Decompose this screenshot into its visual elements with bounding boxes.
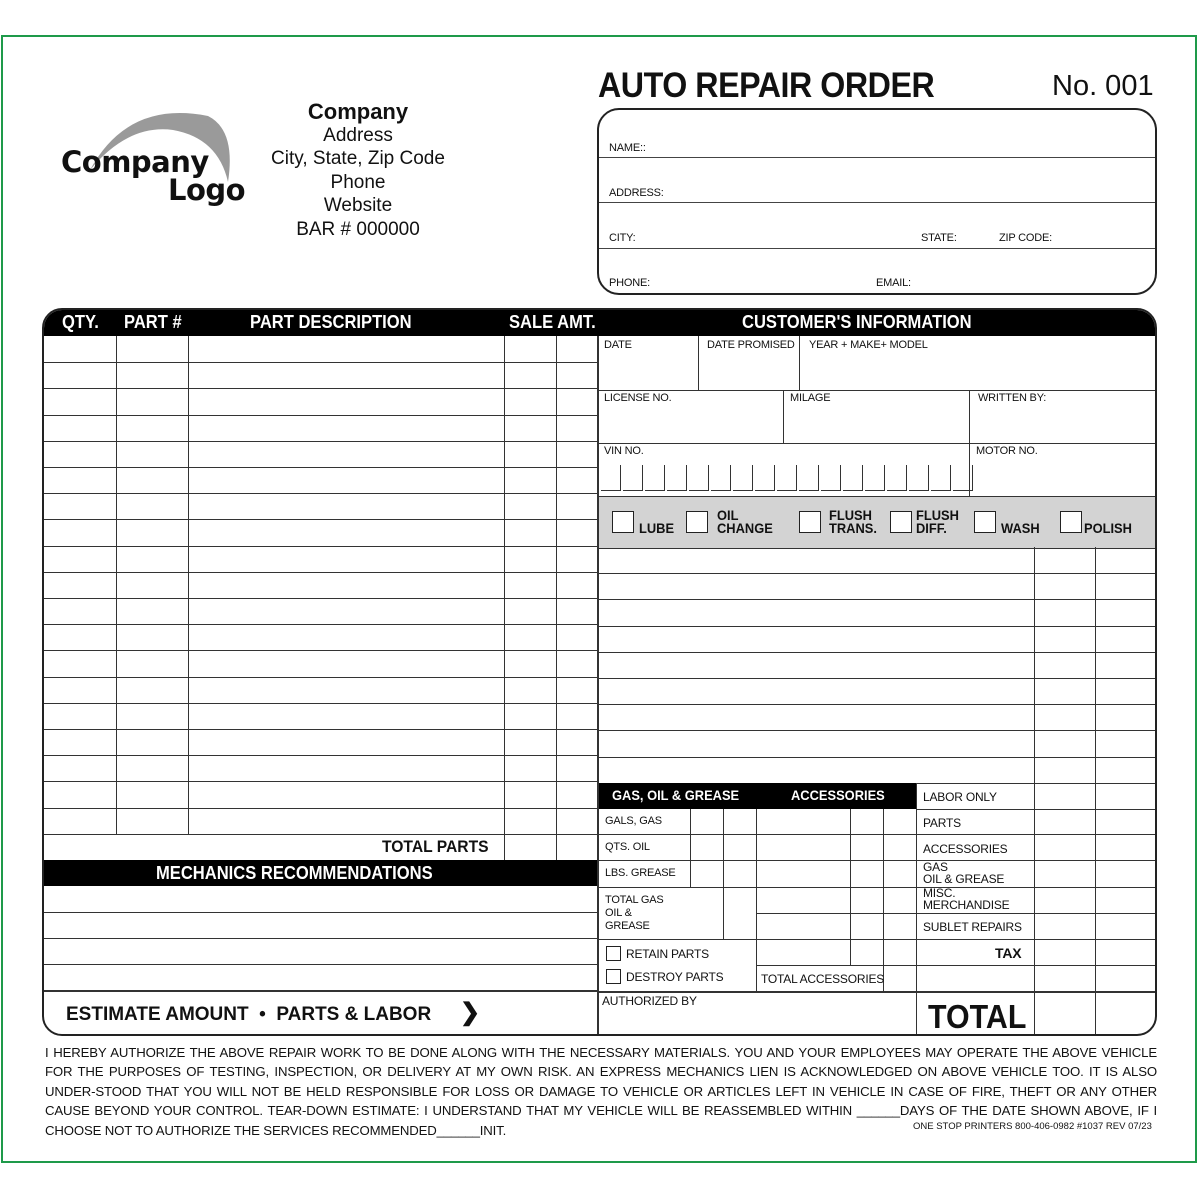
vin-char-box xyxy=(711,465,731,491)
divider xyxy=(698,336,699,390)
flush-trans-label xyxy=(829,509,877,535)
vin-char-box xyxy=(843,465,863,491)
parts-row-line xyxy=(44,415,597,416)
total-gas-label xyxy=(605,894,664,933)
flush-trans-line2: TRANS. xyxy=(829,520,877,536)
main-form xyxy=(42,308,1157,1036)
divider xyxy=(916,913,1157,914)
divider xyxy=(756,860,916,861)
milage-label: MILAGE xyxy=(790,392,831,404)
col-header-part-number: PART # xyxy=(124,312,182,332)
mechanics-line xyxy=(44,990,597,992)
vin-char-box xyxy=(755,465,775,491)
vin-char-box xyxy=(689,465,709,491)
authorization-terms: I HEREBY AUTHORIZE THE ABOVE REPAIR WORK TO BE DONE ALONG WITH THE NECESSARY MATERIALS. YOU AND YOUR EMPLOYEES MAY OPERATE THE ABOVE VEHICLE FOR THE PURPOSES OF TESTING, INSPECTION, OR DELIVERY AT MY OWN RISK. AN EXPRESS MECHANICS LIEN IS ACKNOWLEDGED ON ABOVE VEHICLE TOO. IT IS ALSO UNDER-STOOD THAT YOU WILL NOT BE HELD RESPONSIBLE FOR LOSS OR DAMAGE TO VEHICLE OR ARTICLES LEFT IN VEHICLE IN CASE OF FIRE, THEFT OR ANY OTHER CAUSE BEYOND YOUR CONTROL. TEAR-DOWN ESTIMATE: I UNDERSTAND THAT MY VEHICLE WILL BE REASSEMBLED WITHIN ______DAYS OF THE DATE SHOWN ABOVE, IF I CHOOSE NOT TO AUTHORIZE THE SERVICES RECOMMENDED______INIT. xyxy=(45,1045,1157,1138)
parts-row-line xyxy=(44,519,597,520)
gas-oil-grease-summary-label xyxy=(923,861,1004,885)
grand-total-label: TOTAL xyxy=(928,998,1027,1035)
labor-row-line xyxy=(599,678,1157,679)
oil-change-label xyxy=(717,509,773,535)
divider xyxy=(756,965,916,966)
divider xyxy=(916,783,917,1036)
mechanics-line[interactable] xyxy=(44,964,597,965)
date-promised-label: DATE PROMISED xyxy=(707,339,795,351)
total-accessories-label: TOTAL ACCESSORIES xyxy=(761,972,885,986)
date-label: DATE xyxy=(604,339,632,351)
mechanics-line[interactable] xyxy=(44,912,597,913)
parts-row-line xyxy=(44,703,597,704)
lube-label: LUBE xyxy=(639,520,675,536)
divider xyxy=(690,809,691,887)
divider xyxy=(756,809,757,991)
divider xyxy=(756,834,916,835)
name-field[interactable] xyxy=(599,157,1155,158)
address-field[interactable] xyxy=(599,202,1155,203)
parts-row-line xyxy=(44,572,597,573)
divider xyxy=(599,887,756,888)
total-gas-line3: GREASE xyxy=(605,920,650,932)
wash-checkbox[interactable] xyxy=(974,511,996,533)
flush-diff-line1: FLUSH xyxy=(916,507,959,523)
misc-line2: MERCHANDISE xyxy=(923,898,1010,912)
parts-row-line xyxy=(44,624,597,625)
lube-checkbox[interactable] xyxy=(612,511,634,533)
company-info xyxy=(258,100,458,241)
vin-char-box xyxy=(909,465,929,491)
retain-parts-checkbox[interactable] xyxy=(606,946,621,961)
parts-row-line xyxy=(44,388,597,389)
license-label: LICENSE NO. xyxy=(604,392,672,404)
parts-row-line xyxy=(44,808,597,809)
oil-change-line2: CHANGE xyxy=(717,520,773,536)
parts-row-line xyxy=(44,755,597,756)
labor-row-line xyxy=(599,652,1157,653)
divider xyxy=(599,939,756,940)
oil-change-line1: OIL xyxy=(717,507,739,523)
divider xyxy=(883,809,884,991)
flush-diff-checkbox[interactable] xyxy=(890,511,912,533)
oil-change-checkbox[interactable] xyxy=(686,511,708,533)
vin-label: VIN NO. xyxy=(604,445,644,457)
gas-summary-line2: OIL & GREASE xyxy=(923,872,1005,886)
parts-row-line xyxy=(44,598,597,599)
divider xyxy=(599,834,756,835)
vin-char-box xyxy=(667,465,687,491)
company-bar-number: BAR # 000000 xyxy=(296,218,420,240)
flush-diff-label xyxy=(916,509,959,535)
company-city-state-zip: City, State, Zip Code xyxy=(271,148,445,169)
gas-summary-line1: GAS xyxy=(923,860,948,874)
customer-info-title: CUSTOMER'S INFORMATION xyxy=(742,312,972,332)
qts-oil-label: QTS. OIL xyxy=(605,841,650,853)
divider xyxy=(916,834,1157,835)
phone-label: PHONE: xyxy=(609,277,650,289)
year-make-model-label: YEAR + MAKE+ MODEL xyxy=(809,339,928,351)
logo-text-line2: Logo xyxy=(168,173,246,207)
divider xyxy=(756,939,916,940)
total-parts-label: TOTAL PARTS xyxy=(382,837,489,856)
form-title: AUTO REPAIR ORDER xyxy=(598,66,935,105)
mechanics-line[interactable] xyxy=(44,938,597,939)
parts-row-line xyxy=(44,729,597,730)
vin-char-box xyxy=(623,465,643,491)
address-label: ADDRESS: xyxy=(609,187,664,199)
divider xyxy=(799,336,800,390)
parts-col-divider xyxy=(116,336,117,834)
vin-char-box xyxy=(799,465,819,491)
state-label: STATE: xyxy=(921,232,957,244)
destroy-parts-label: DESTROY PARTS xyxy=(626,970,724,984)
vin-char-box xyxy=(953,465,973,491)
labor-row-line xyxy=(599,757,1157,758)
gals-gas-label: GALS, GAS xyxy=(605,815,662,827)
labor-row-line xyxy=(599,704,1157,705)
labor-only-label: LABOR ONLY xyxy=(923,790,997,804)
city-label: CITY: xyxy=(609,232,636,244)
divider xyxy=(756,913,916,914)
col-header-part-description: PART DESCRIPTION xyxy=(250,312,412,332)
divider xyxy=(783,390,784,443)
divider xyxy=(1034,547,1035,1036)
labor-row-line xyxy=(599,730,1157,731)
email-label: EMAIL: xyxy=(876,277,911,289)
parts-row-line xyxy=(44,546,597,547)
order-number: No. 001 xyxy=(1052,70,1154,102)
parts-row-line xyxy=(44,441,597,442)
sublet-repairs-label: SUBLET REPAIRS xyxy=(923,920,1022,934)
destroy-parts-checkbox[interactable] xyxy=(606,969,621,984)
center-divider xyxy=(597,336,599,1036)
parts-row-line xyxy=(44,650,597,651)
company-name: Company xyxy=(307,99,409,124)
parts-row-line xyxy=(44,781,597,782)
labor-row-line xyxy=(599,599,1157,600)
header-bar xyxy=(44,310,1157,336)
divider xyxy=(756,887,916,888)
logo-text-line1: Company xyxy=(61,145,209,179)
polish-checkbox[interactable] xyxy=(1060,511,1082,533)
divider xyxy=(916,965,1157,966)
name-label: NAME:: xyxy=(609,142,646,154)
divider xyxy=(1095,547,1096,1036)
estimate-amount-label: ESTIMATE AMOUNT • PARTS & LABOR xyxy=(66,1004,432,1025)
vin-char-box xyxy=(733,465,753,491)
vin-char-box xyxy=(645,465,665,491)
gas-oil-grease-title: GAS, OIL & GREASE xyxy=(612,787,740,803)
divider xyxy=(597,443,1157,444)
misc-merchandise-label xyxy=(923,887,1009,911)
flush-trans-line1: FLUSH xyxy=(829,507,872,523)
vin-char-box xyxy=(887,465,907,491)
flush-diff-line2: DIFF. xyxy=(916,520,947,536)
accessories-summary-label: ACCESSORIES xyxy=(923,842,1008,856)
flush-trans-checkbox[interactable] xyxy=(799,511,821,533)
vin-char-box xyxy=(865,465,885,491)
arrow-right-icon: ❯ xyxy=(460,999,481,1026)
divider xyxy=(599,991,1157,993)
zip-label: ZIP CODE: xyxy=(999,232,1053,244)
parts-col-divider xyxy=(188,336,189,834)
written-by-label: WRITTEN BY: xyxy=(978,392,1047,404)
col-header-qty: QTY. xyxy=(62,312,99,332)
mechanics-title: MECHANICS RECOMMENDATIONS xyxy=(156,863,433,883)
motor-label: MOTOR NO. xyxy=(976,445,1038,457)
printer-credit: ONE STOP PRINTERS 800-406-0982 #1037 REV 07/23 xyxy=(913,1121,1152,1132)
authorized-by-label: AUTHORIZED BY xyxy=(602,994,697,1008)
divider xyxy=(916,939,1157,940)
total-gas-line1: TOTAL GAS xyxy=(605,894,664,906)
vin-char-box xyxy=(777,465,797,491)
parts-row-line xyxy=(44,834,597,835)
customer-contact-box xyxy=(597,108,1157,295)
misc-line1: MISC. xyxy=(923,886,956,900)
company-address: Address xyxy=(323,124,393,146)
vin-char-box xyxy=(821,465,841,491)
total-gas-line2: OIL & xyxy=(605,907,632,919)
company-website: Website xyxy=(323,195,393,216)
vin-char-box xyxy=(931,465,951,491)
vin-char-box xyxy=(601,465,621,491)
company-phone: Phone xyxy=(330,171,386,193)
labor-row-line xyxy=(599,626,1157,627)
tax-label: TAX xyxy=(995,945,1022,961)
divider xyxy=(597,390,1157,391)
parts-row-line xyxy=(44,467,597,468)
wash-label: WASH xyxy=(1001,520,1040,536)
retain-parts-label: RETAIN PARTS xyxy=(626,947,709,961)
col-header-sale-amount: SALE AMT. xyxy=(509,312,596,332)
parts-row-line xyxy=(44,677,597,678)
parts-row-line xyxy=(44,493,597,494)
company-logo xyxy=(58,110,248,210)
accessories-title: ACCESSORIES xyxy=(791,787,885,803)
parts-summary-label: PARTS xyxy=(923,816,961,830)
parts-row-line xyxy=(44,362,597,363)
lbs-grease-label: LBS. GREASE xyxy=(605,867,676,879)
divider xyxy=(599,860,756,861)
divider xyxy=(916,809,1157,810)
divider xyxy=(723,809,724,939)
polish-label: POLISH xyxy=(1084,520,1132,536)
labor-row-line xyxy=(599,573,1157,574)
city-state-zip-field[interactable] xyxy=(599,248,1155,249)
